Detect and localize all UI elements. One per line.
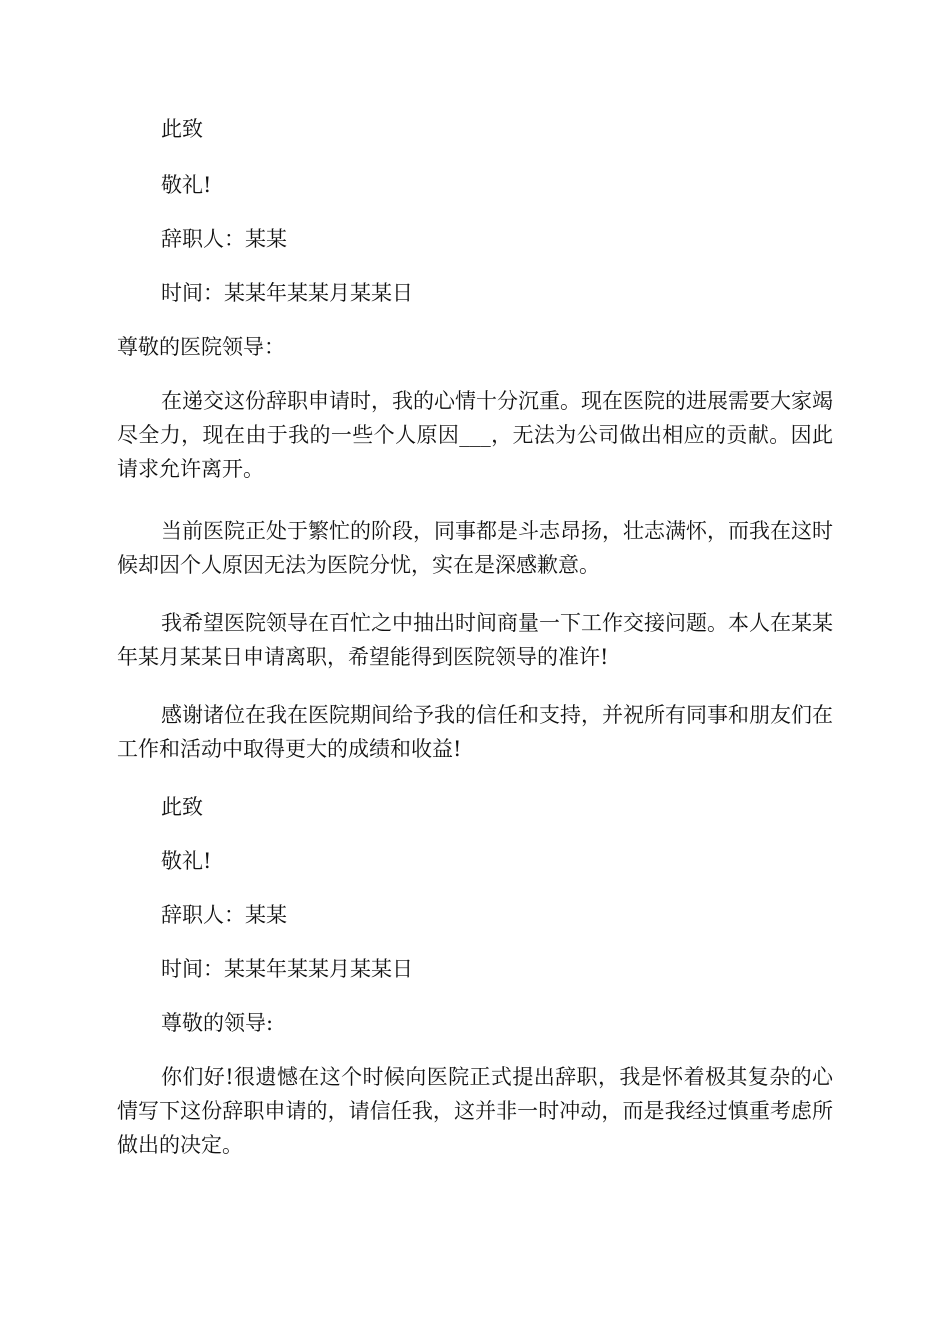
salutation-text: 尊敬的领导: bbox=[161, 1011, 274, 1035]
regards-text: 敬礼! bbox=[161, 849, 212, 873]
body-paragraph: 感谢诸位在我在医院期间给予我的信任和支持，并祝所有同事和朋友们在工作和活动中取得更大的成绩和收益! bbox=[117, 703, 833, 761]
body-paragraph: 当前医院正处于繁忙的阶段，同事都是斗志昂扬，壮志满怀，而我在这时候却因个人原因无法为医院分忧，实在是深感歉意。 bbox=[117, 519, 833, 577]
body-paragraph: 你们好!很遗憾在这个时候向医院正式提出辞职，我是怀着极其复杂的心情写下这份辞职申请的，请信任我，这并非一时冲动，而是我经过慎重考虑所做出的决定。 bbox=[117, 1065, 833, 1157]
regards-text: 敬礼! bbox=[161, 173, 212, 197]
closing-text: 此致 bbox=[161, 795, 203, 819]
date-text: 时间：某某年某某月某某日 bbox=[161, 957, 413, 981]
salutation-text: 尊敬的医院领导： bbox=[117, 335, 285, 359]
signer-text: 辞职人：某某 bbox=[161, 903, 287, 927]
date-text: 时间：某某年某某月某某日 bbox=[161, 281, 413, 305]
signer-text: 辞职人：某某 bbox=[161, 227, 287, 251]
closing-text: 此致 bbox=[161, 117, 203, 141]
body-paragraph: 在递交这份辞职申请时，我的心情十分沉重。现在医院的进展需要大家竭尽全力，现在由于我的一些个人原因___，无法为公司做出相应的贡献。因此请求允许离开。 bbox=[117, 389, 833, 481]
body-paragraph: 我希望医院领导在百忙之中抽出时间商量一下工作交接问题。本人在某某年某月某某日申请离职，希望能得到医院领导的准许! bbox=[117, 611, 833, 669]
